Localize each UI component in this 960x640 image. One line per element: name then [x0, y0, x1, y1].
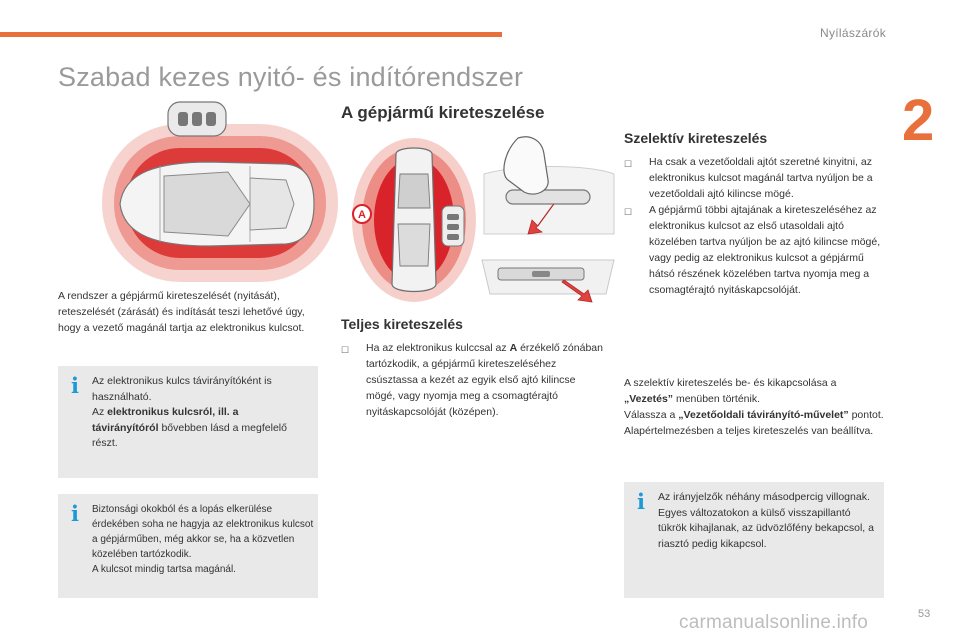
selective-line1: A szelektív kireteszelés be- és kikapcsolása a [624, 377, 837, 389]
default-setting: Alapértelmezésben a teljes kireteszelés van beállítva. [624, 425, 874, 437]
menu-option: „Vezetőoldali távirányító-művelet” [678, 409, 849, 421]
info-icon: i [71, 373, 79, 398]
door-handle-illustration [478, 134, 618, 246]
chapter-number: 2 [902, 88, 935, 153]
info-icon: i [71, 501, 79, 526]
info-box-1-bold: elektronikus kulcsról, ill. a távirányítóról [92, 406, 239, 434]
full-unlock-text [341, 340, 603, 420]
watermark: carmanualsonline.info [679, 612, 869, 633]
info-box-safety [58, 494, 318, 598]
info-box-1-line2: Az elektronikus kulcsról, ill. a távirányítóról bővebben lásd a megfelelő részt. [92, 406, 287, 449]
selective-unlock-heading: Szelektív kireteszelés [624, 130, 768, 146]
page-title: Szabad kezes nyitó- és indítórendszer [58, 62, 524, 92]
info-box-3-line1: Az irányjelzők néhány másodpercig villognak. [658, 491, 870, 503]
selective-unlock-list [624, 154, 886, 298]
info-box-2-text2: A kulcsot mindig tartsa magánál. [92, 564, 236, 575]
car-zone-illustration-left [100, 100, 340, 282]
car-top-view-a [392, 148, 436, 292]
info-box-indicators [624, 482, 884, 598]
info-icon: i [637, 489, 645, 514]
info-box-3-line2: Egyes változatokon a külső visszapillantó tükrök kihajlanak, az üdvözlőfény bekapcsol, a riasztó pedig kikapcsol. [658, 506, 874, 550]
tailgate-switch-illustration [478, 250, 618, 304]
door-handle [506, 190, 590, 204]
list-item: ☐ Ha az elektronikus kulccsal az A érzékelő zónában tartózkodik, a gépjármű kireteszeléséhez csúsztassa a kezét az egyik első ajtó kilincse mögé, vagy nyomja meg a csomagtérajtó nyitáskapcsolóját (középen). [341, 342, 603, 418]
info-box-2-text: Biztonsági okokból és a lopás elkerülése érdekében soha ne hagyja az elektronikus kulcsot a gépjárműben, még akkor se, ha a közvetlen közelében tartózkodik. [92, 504, 314, 560]
selective-unlock-paragraph: A szelektív kireteszelés be- és kikapcsolása a „Vezetés” menüben történik. Válassza a „Vezetőoldali távirányító-művelet” pontot. Alapértelmezésben a teljes kireteszelés van beállítva. [624, 375, 886, 439]
list-item: ☐ Ha csak a vezetőoldali ajtót szeretné kinyitni, az elektronikus kulcsot magánál tartva nyúljon be a vezetőoldali ajtó kilincse mögé. [624, 156, 873, 200]
zone-a-letter: A [358, 209, 366, 221]
zone-a-label [353, 205, 371, 223]
checkbox-bullet-icon: ☐ [624, 159, 633, 169]
page-number: 53 [918, 608, 931, 620]
checkbox-bullet-icon: ☐ [341, 345, 350, 355]
car-top-view [120, 162, 314, 246]
info-box-key-remote [58, 366, 318, 478]
car-zone-illustration-a [340, 134, 480, 304]
menu-name: „Vezetés” [624, 393, 674, 405]
intro-paragraph: A rendszer a gépjármű kireteszelését (nyitását), reteszelését (zárását) és indítását teszi lehetővé úgy, hogy a vezető magánál tartja az elektronikus kulcsot. [58, 290, 305, 334]
top-accent-bar [0, 32, 502, 37]
unlock-heading: A gépjármű kireteszelése [341, 103, 545, 122]
key-fob-icon [442, 206, 464, 246]
section-label: Nyílászárók [820, 26, 886, 40]
checkbox-bullet-icon: ☐ [624, 207, 633, 217]
full-unlock-heading: Teljes kireteszelés [341, 316, 463, 332]
info-box-1-line1: Az elektronikus kulcs távirányítóként is használható. [92, 375, 272, 403]
list-item: ☐ A gépjármű többi ajtajának a kireteszeléséhez az elektronikus kulcsot az első utasoldali ajtó közelében tartva nyúljon be az ajtó kilincse mögé, vagy pedig az elektronikus kulcsot a gépjármű hátsó részének közelében tartva nyomja meg a csomagtérajtó nyitáskapcsolóját. [624, 204, 881, 296]
key-fob-icon [168, 102, 226, 136]
